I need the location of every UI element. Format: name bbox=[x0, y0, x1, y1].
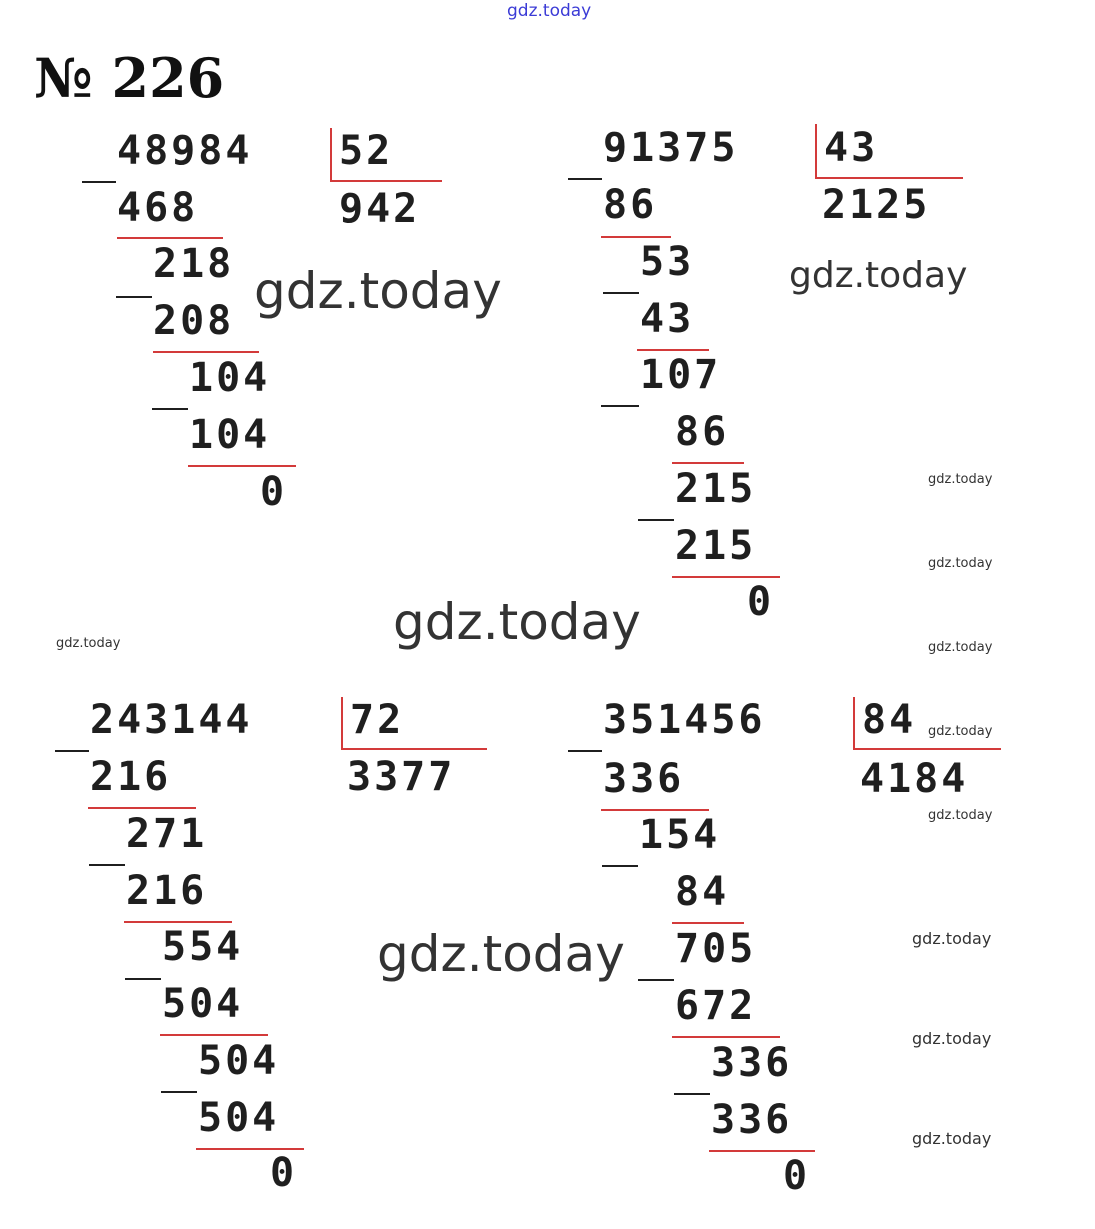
step-underline bbox=[672, 922, 744, 924]
quotient: 942 bbox=[339, 186, 421, 232]
divisor: 72 bbox=[350, 697, 405, 743]
step-value: 271 bbox=[126, 811, 208, 857]
minus-sign bbox=[568, 750, 602, 752]
step-value: 215 bbox=[675, 523, 757, 569]
remainder: 0 bbox=[260, 469, 288, 515]
step-value: 336 bbox=[603, 756, 685, 802]
divisor-bracket bbox=[853, 697, 855, 749]
remainder: 0 bbox=[783, 1153, 811, 1199]
step-value: 554 bbox=[162, 924, 244, 970]
dividend: 91375 bbox=[603, 125, 739, 171]
minus-sign bbox=[89, 864, 125, 866]
remainder: 0 bbox=[747, 579, 775, 625]
step-underline bbox=[601, 236, 671, 238]
watermark-small: gdz.today bbox=[928, 724, 993, 739]
step-value: 672 bbox=[675, 983, 757, 1029]
watermark-small: gdz.today bbox=[912, 1129, 992, 1148]
step-underline bbox=[672, 462, 744, 464]
divisor: 52 bbox=[339, 128, 394, 174]
divisor: 84 bbox=[862, 697, 917, 743]
minus-sign bbox=[116, 296, 152, 298]
step-underline bbox=[637, 349, 709, 351]
step-value: 215 bbox=[675, 466, 757, 512]
watermark-small: gdz.today bbox=[928, 640, 993, 655]
step-value: 504 bbox=[198, 1095, 280, 1141]
step-value: 336 bbox=[711, 1097, 793, 1143]
dividend: 243144 bbox=[90, 697, 253, 743]
divisor: 43 bbox=[824, 125, 879, 171]
remainder: 0 bbox=[270, 1150, 298, 1196]
step-value: 504 bbox=[162, 981, 244, 1027]
step-underline bbox=[709, 1150, 815, 1152]
problem-number: № 226 bbox=[34, 46, 225, 110]
watermark-small: gdz.today bbox=[928, 808, 993, 823]
top-watermark: gdz.today bbox=[507, 1, 592, 21]
step-underline bbox=[601, 809, 709, 811]
divisor-underline bbox=[330, 180, 442, 182]
divisor-underline bbox=[341, 748, 487, 750]
step-value: 336 bbox=[711, 1040, 793, 1086]
minus-sign bbox=[603, 292, 639, 294]
step-value: 468 bbox=[117, 185, 199, 231]
watermark-medium: gdz.today bbox=[789, 255, 968, 296]
step-value: 208 bbox=[153, 298, 235, 344]
watermark-large: gdz.today bbox=[393, 593, 641, 651]
step-value: 107 bbox=[640, 352, 722, 398]
minus-sign bbox=[161, 1091, 197, 1093]
minus-sign bbox=[55, 750, 89, 752]
watermark-large: gdz.today bbox=[254, 262, 502, 320]
quotient: 2125 bbox=[822, 182, 931, 228]
minus-sign bbox=[602, 865, 638, 867]
watermark-large: gdz.today bbox=[377, 925, 625, 983]
minus-sign bbox=[601, 405, 639, 407]
step-value: 53 bbox=[640, 239, 695, 285]
step-underline bbox=[160, 1034, 268, 1036]
step-underline bbox=[188, 465, 296, 467]
step-value: 84 bbox=[675, 869, 730, 915]
minus-sign bbox=[638, 519, 674, 521]
step-value: 216 bbox=[90, 754, 172, 800]
step-underline bbox=[88, 807, 196, 809]
divisor-underline bbox=[853, 748, 1001, 750]
dividend: 48984 bbox=[117, 128, 253, 174]
step-value: 154 bbox=[639, 812, 721, 858]
watermark-small: gdz.today bbox=[912, 1029, 992, 1048]
step-value: 216 bbox=[126, 868, 208, 914]
divisor-underline bbox=[815, 177, 963, 179]
minus-sign bbox=[125, 978, 161, 980]
step-underline bbox=[153, 351, 259, 353]
step-underline bbox=[672, 576, 780, 578]
step-value: 705 bbox=[675, 926, 757, 972]
step-value: 218 bbox=[153, 241, 235, 287]
step-value: 86 bbox=[675, 409, 730, 455]
minus-sign bbox=[674, 1093, 710, 1095]
quotient: 4184 bbox=[860, 756, 969, 802]
step-value: 104 bbox=[189, 355, 271, 401]
dividend: 351456 bbox=[603, 697, 766, 743]
minus-sign bbox=[568, 178, 602, 180]
quotient: 3377 bbox=[347, 754, 456, 800]
step-underline bbox=[117, 237, 223, 239]
minus-sign bbox=[638, 979, 674, 981]
step-underline bbox=[124, 921, 232, 923]
step-value: 104 bbox=[189, 412, 271, 458]
watermark-small: gdz.today bbox=[928, 556, 993, 571]
minus-sign bbox=[152, 408, 188, 410]
step-value: 504 bbox=[198, 1038, 280, 1084]
step-value: 43 bbox=[640, 296, 695, 342]
divisor-bracket bbox=[815, 124, 817, 178]
step-underline bbox=[672, 1036, 780, 1038]
watermark-small: gdz.today bbox=[928, 472, 993, 487]
minus-sign bbox=[82, 181, 116, 183]
divisor-bracket bbox=[341, 697, 343, 749]
step-value: 86 bbox=[603, 182, 658, 228]
watermark-small: gdz.today bbox=[56, 636, 121, 651]
watermark-small: gdz.today bbox=[912, 929, 992, 948]
divisor-bracket bbox=[330, 128, 332, 180]
